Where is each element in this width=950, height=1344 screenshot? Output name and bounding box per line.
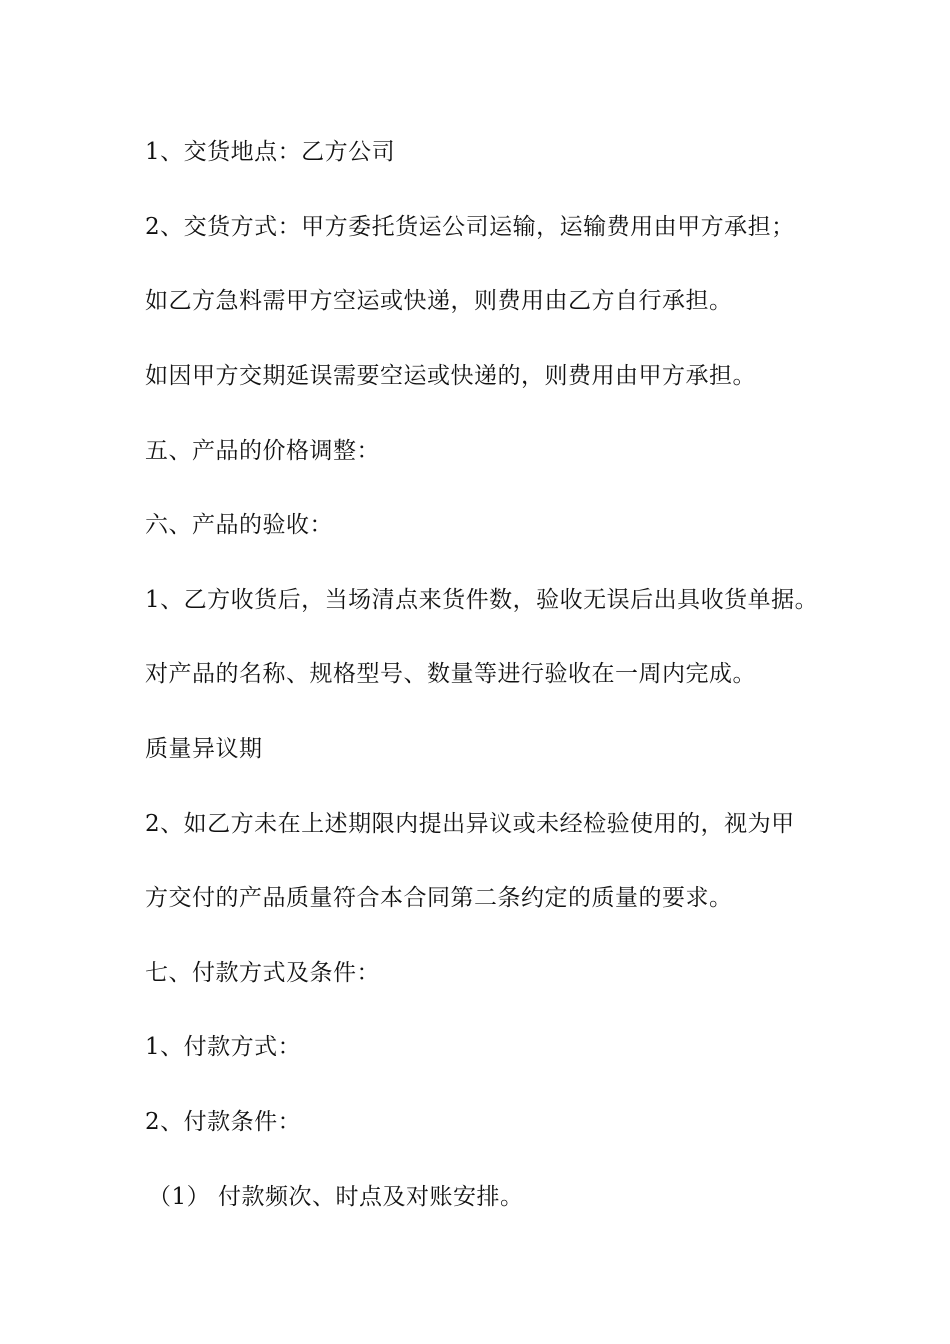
quality-objection-period: 质量异议期	[145, 736, 263, 762]
delay-cost-line: 如因甲方交期延误需要空运或快递的，则费用由甲方承担。	[145, 363, 756, 389]
payment-method-line: 1、付款方式：	[145, 1034, 302, 1060]
payment-heading: 七、付款方式及条件：	[145, 960, 380, 986]
payment-conditions-line: 2、付款条件：	[145, 1109, 302, 1135]
urgent-material-line: 如乙方急料需甲方空运或快递，则费用由乙方自行承担。	[145, 288, 733, 314]
payment-frequency-line: （1） 付款频次、时点及对账安排。	[148, 1184, 524, 1210]
acceptance-item-1: 1、乙方收货后，当场清点来货件数，验收无误后出具收货单据。	[145, 587, 819, 613]
acceptance-item-2-continued: 方交付的产品质量符合本合同第二条约定的质量的要求。	[145, 885, 733, 911]
delivery-location-line: 1、交货地点：乙方公司	[145, 139, 396, 165]
acceptance-heading: 六、产品的验收：	[145, 512, 333, 538]
acceptance-detail-line: 对产品的名称、规格型号、数量等进行验收在一周内完成。	[145, 661, 756, 687]
acceptance-item-2: 2、如乙方未在上述期限内提出异议或未经检验使用的，视为甲	[145, 811, 795, 837]
delivery-method-line: 2、交货方式：甲方委托货运公司运输，运输费用由甲方承担；	[145, 214, 795, 240]
price-adjustment-heading: 五、产品的价格调整：	[145, 438, 380, 464]
